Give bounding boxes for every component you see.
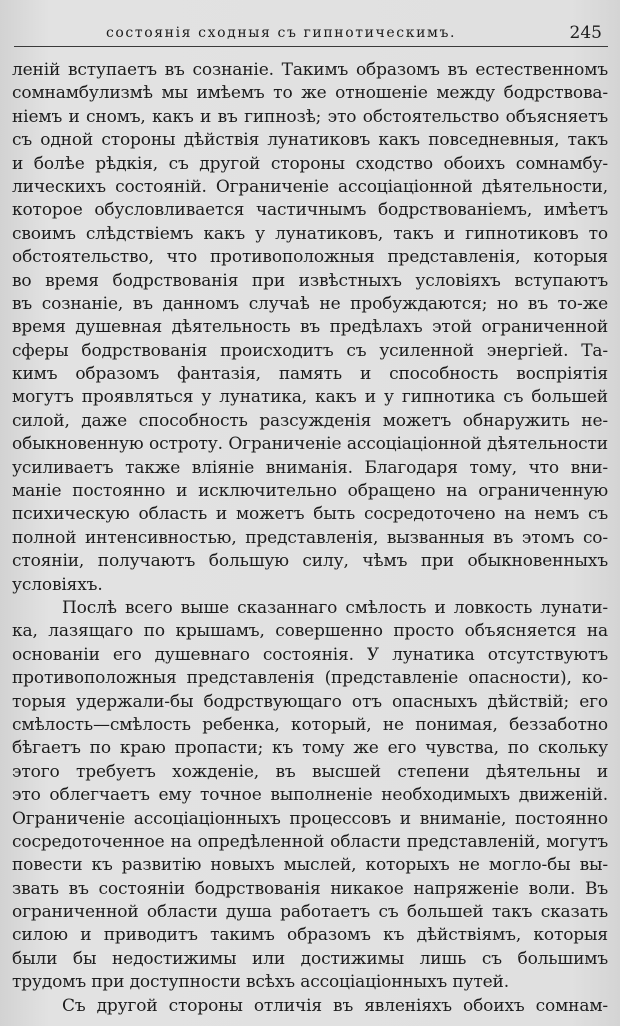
text-line: кимъ образомъ фантазія, память и способность воспріятія (12, 364, 608, 385)
text-line: во время бодрствованія при извѣстныхъ условіяхъ вступаютъ (12, 270, 608, 291)
text-line: въ сознаніе, въ данномъ случаѣ не пробуждаются; но въ то-же (12, 293, 608, 314)
text-line: время душевная дѣятельность въ предѣлахъ этой ограниченной (12, 317, 608, 338)
running-title: состоянія сходныя съ гипнотическимъ. (105, 25, 457, 41)
text-line: ка, лазящаго по крышамъ, совершенно просто объясняется на (12, 621, 608, 642)
text-line: этого требуетъ хожденіе, въ высшей степени дѣятельны и (12, 761, 608, 782)
text-line: сферы бодрствованія происходитъ съ усиленной энергіей. Та- (12, 340, 608, 361)
paragraph-end-line: условіяхъ. (12, 574, 103, 595)
text-line: усиливаетъ также вліяніе вниманія. Благодаря тому, что вни- (12, 457, 608, 478)
paragraph-end-line: трудомъ при доступности всѣхъ ассоціаціонныхъ путей. (12, 972, 509, 993)
text-line: торыя удержали-бы бодрствующаго отъ опасныхъ дѣйствій; его (12, 691, 608, 712)
text-line: и болѣе рѣдкія, съ другой стороны сходство обоихъ сомнамбу- (12, 153, 608, 174)
page-number: 245 (569, 23, 602, 43)
text-line: сомнамбулизмѣ мы имѣемъ то же отношеніе между бодрствова- (12, 83, 608, 104)
text-line: силой, даже способность разсужденія можетъ обнаружить не- (12, 410, 608, 431)
text-line: съ одной стороны дѣйствія лунатиковъ какъ повседневныя, такъ (12, 130, 608, 151)
text-line: это облегчаетъ ему точное выполненіе необходимыхъ движеній. (12, 785, 608, 806)
paragraph-start-line: Послѣ всего выше сказаннаго смѣлость и ловкость лунати- (62, 597, 608, 618)
text-line: маніе постоянно и исключительно обращено на ограниченную (12, 481, 608, 502)
text-line: повести къ развитію новыхъ мыслей, которыхъ не могло-бы вы- (12, 855, 608, 876)
text-line: ограниченной области душа работаетъ съ большей такъ сказать (12, 902, 608, 923)
text-line: сосредоточенное на опредѣленной области представленій, могутъ (12, 831, 608, 852)
text-line: были бы недостижимы или достижимы лишь съ большимъ (12, 948, 608, 969)
text-line: бѣгаетъ по краю пропасти; къ тому же его чувства, по скольку (12, 738, 608, 759)
text-line: смѣлость—смѣлость ребенка, который, не понимая, беззаботно (12, 714, 608, 735)
text-line: противоположныя представленія (представленіе опасности), ко- (12, 668, 608, 689)
text-line: своимъ слѣдствіемъ какъ у лунатиковъ, такъ и гипнотиковъ то (12, 223, 608, 244)
paragraph-start-line: Съ другой стороны отличія въ явленіяхъ обоихъ сомнам- (62, 995, 608, 1016)
text-line: ніемъ и сномъ, какъ и въ гипнозѣ; это обстоятельство объясняетъ (12, 106, 608, 127)
text-line: Ограниченіе ассоціаціонныхъ процессовъ и вниманіе, постоянно (12, 808, 608, 829)
text-line: могутъ проявляться у лунатика, какъ и у гипнотика съ большей (12, 387, 608, 408)
text-line: обстоятельство, что противоположныя представленія, которыя (12, 247, 608, 268)
text-line: обыкновенную остроту. Ограниченіе ассоціаціонной дѣятельности (12, 434, 608, 455)
text-line: стояніи, получаютъ большую силу, чѣмъ при обыкновенныхъ (12, 551, 608, 572)
text-line: леній вступаетъ въ сознаніе. Такимъ образомъ въ естественномъ (12, 60, 608, 80)
running-header (14, 22, 608, 47)
text-line: звать въ состояніи бодрствованія никакое напряженіе воли. Въ (12, 878, 608, 899)
text-line: лическихъ состояній. Ограниченіе ассоціаціонной дѣятельности, (12, 176, 608, 197)
body-text (12, 59, 608, 1018)
text-line: психическую область и можетъ быть сосредоточено на немъ съ (12, 504, 608, 525)
text-line: силою и приводитъ такимъ образомъ къ дѣйствіямъ, которыя (12, 925, 608, 946)
text-line: основаніи его душевнаго состоянія. У лунатика отсутствуютъ (12, 644, 608, 665)
text-line: которое обусловливается частичнымъ бодрствованіемъ, имѣетъ (12, 200, 608, 221)
text-line: полной интенсивностью, представленія, вызванныя въ этомъ со- (12, 527, 608, 548)
